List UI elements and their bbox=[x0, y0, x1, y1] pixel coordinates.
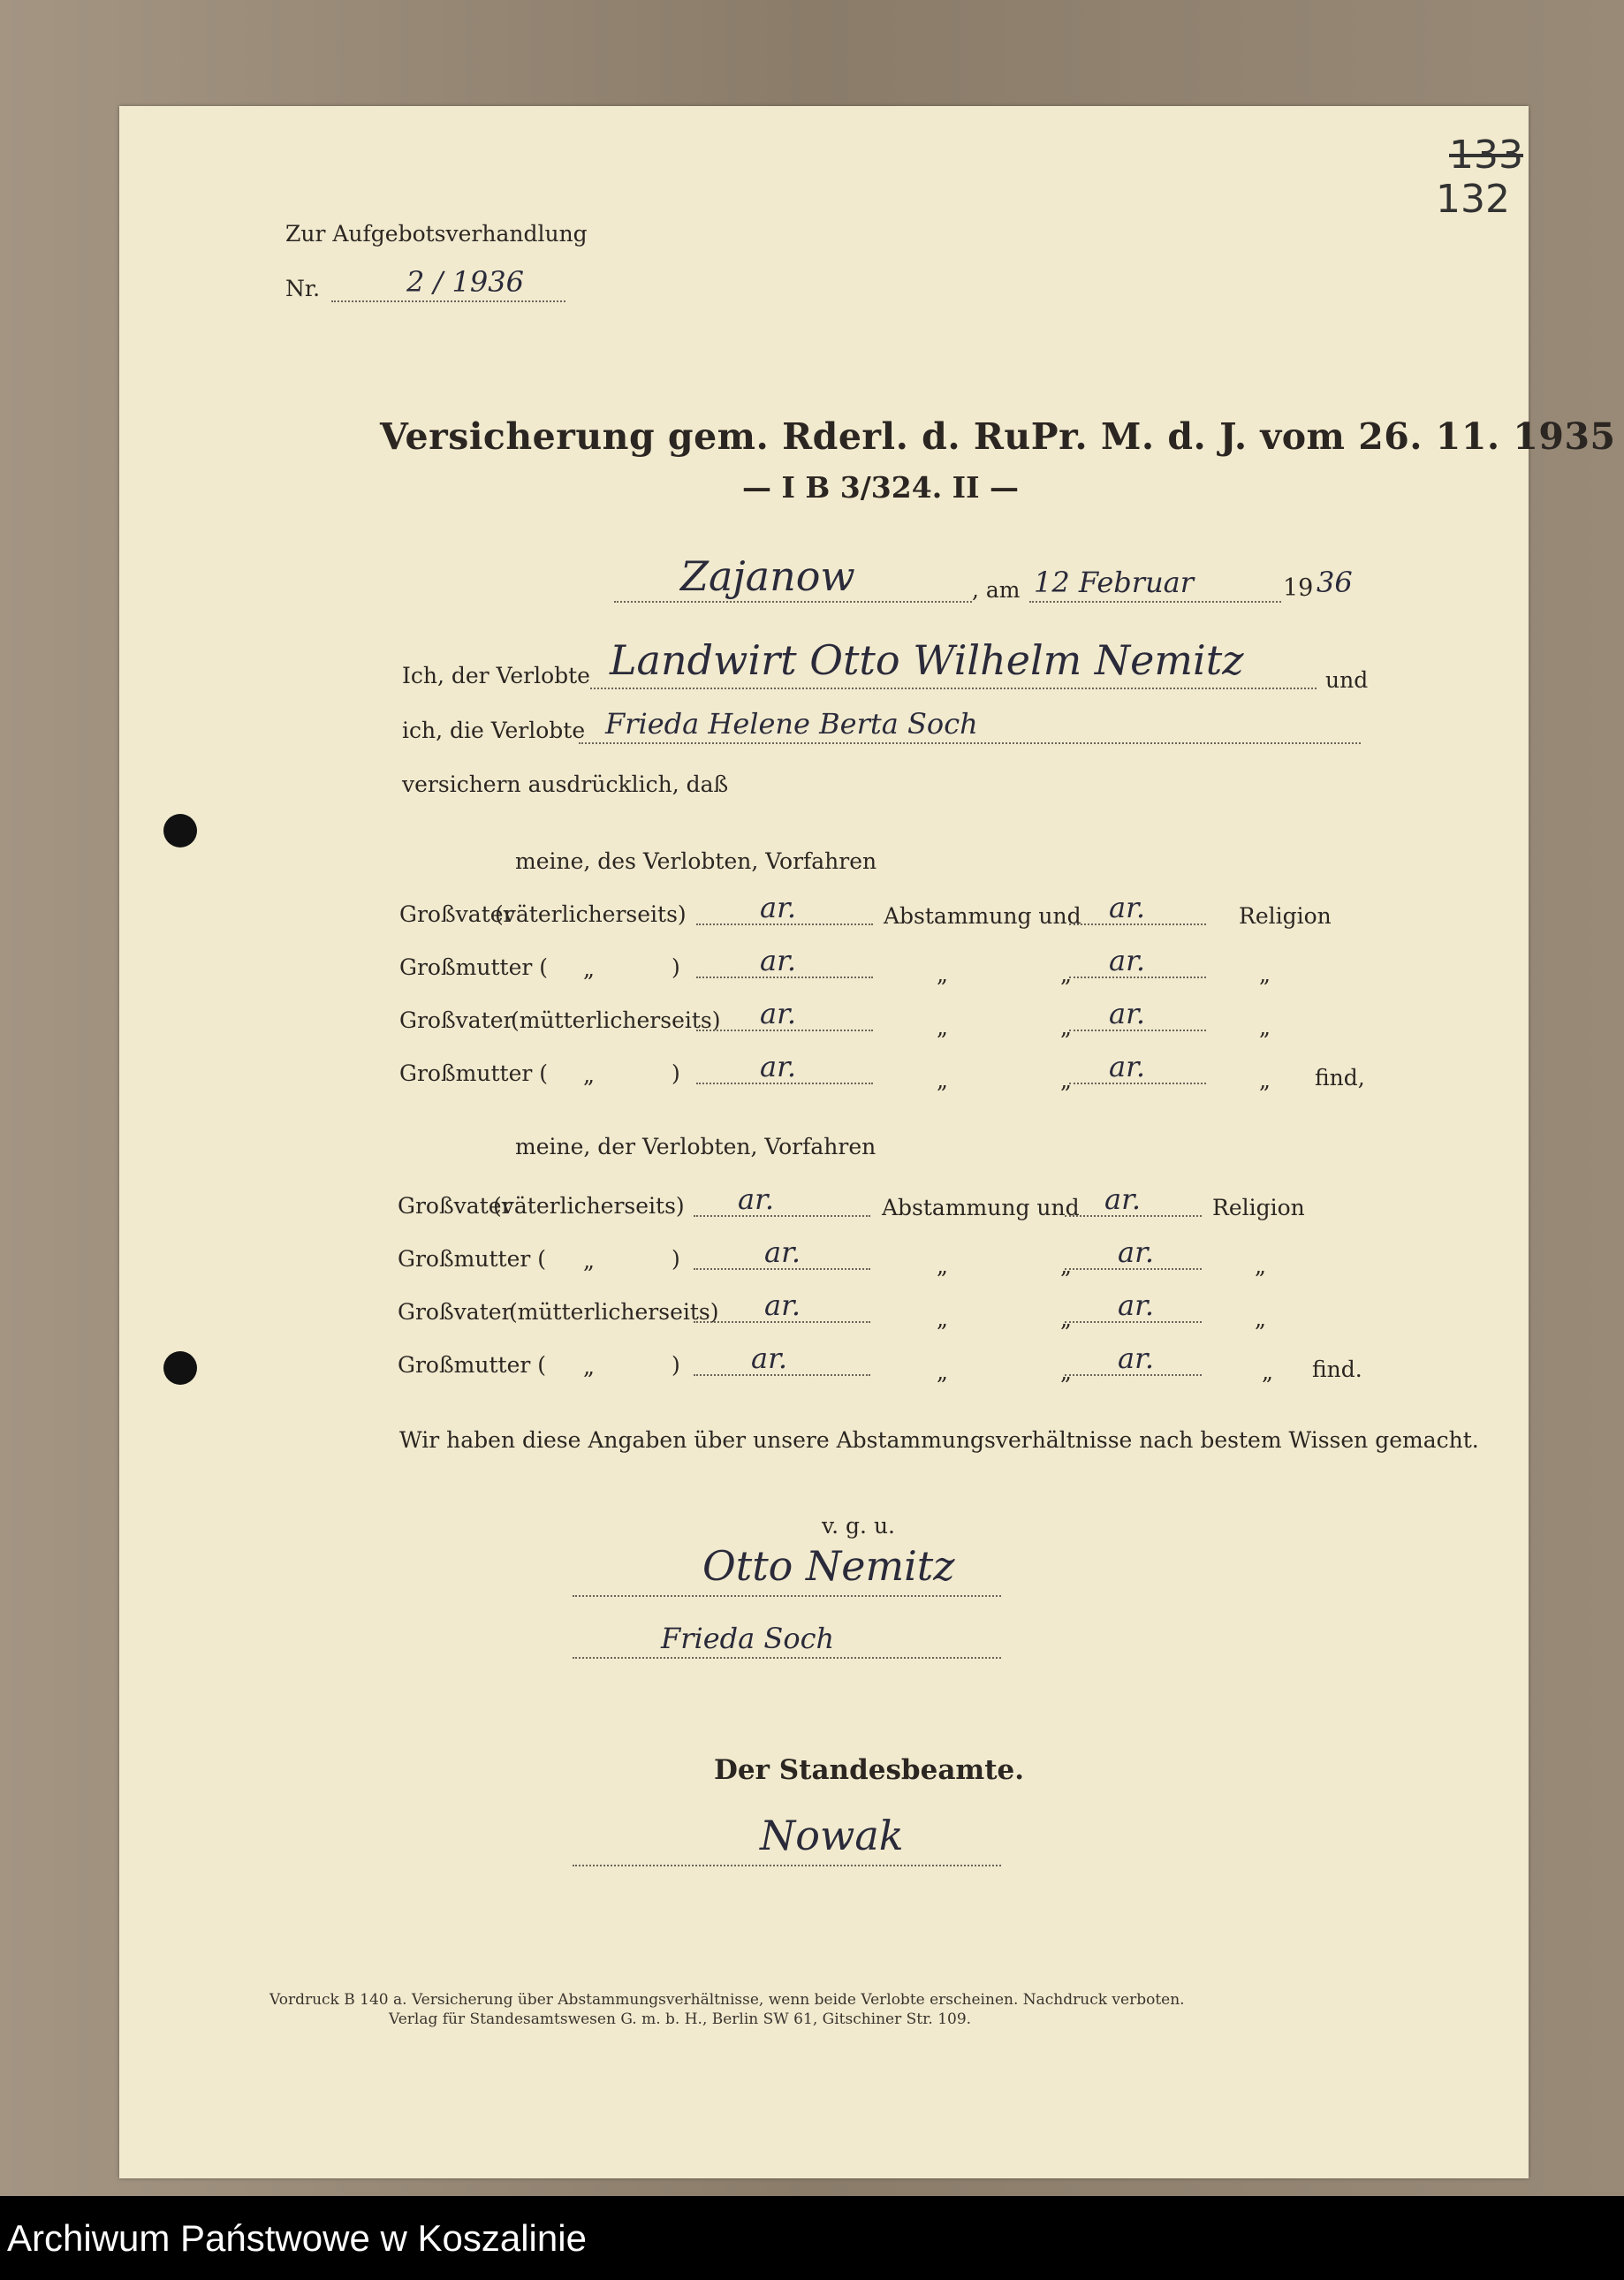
s1-r4-close: ) bbox=[672, 1060, 680, 1086]
s2-r2-mid: „ bbox=[937, 1253, 948, 1279]
page-number: 132 bbox=[1436, 177, 1510, 222]
s2-r4-mid2: „ bbox=[1060, 1359, 1072, 1385]
section2-heading: meine, der Verlobten, Vorfahren bbox=[515, 1134, 877, 1159]
s2-r1-mid: Abstammung und bbox=[882, 1195, 1080, 1220]
s1-r1-v1: ar. bbox=[760, 891, 797, 924]
s1-r2-v1: ar. bbox=[760, 944, 797, 977]
registrar-label: Der Standesbeamte. bbox=[714, 1754, 1025, 1786]
bride-signature: Frieda Soch bbox=[661, 1622, 835, 1655]
header-label: Zur Aufgebotsverhandlung bbox=[285, 221, 588, 247]
statement-text: Wir haben diese Angaben über unsere Abstammungsverhältnisse nach bestem Wissen gemacht. bbox=[399, 1427, 1479, 1453]
s1-r4-v1: ar. bbox=[760, 1050, 797, 1083]
s1-r2-paren: „ bbox=[583, 956, 595, 982]
s1-r4-paren: „ bbox=[583, 1062, 595, 1088]
groom-signature-line bbox=[573, 1595, 1001, 1597]
archive-caption: Archiwum Państwowe w Koszalinie bbox=[7, 2217, 587, 2259]
s2-r2-v1: ar. bbox=[764, 1235, 801, 1269]
s2-r3-paren: (mütterlicherseits) bbox=[509, 1299, 719, 1325]
s1-r2-v2: ar. bbox=[1109, 944, 1146, 977]
s1-r1-end: Religion bbox=[1239, 903, 1332, 929]
imprint-line1: Vordruck B 140 a. Versicherung über Abstammungsverhältnisse, wenn beide Verlobte erscheinen. Nachdruck verboten. bbox=[269, 1991, 1185, 2009]
s2-r4-v2: ar. bbox=[1118, 1341, 1155, 1375]
fiance-label: Ich, der Verlobte bbox=[402, 663, 590, 688]
s2-r1-end: Religion bbox=[1212, 1195, 1305, 1220]
s1-r4-label: Großmutter ( bbox=[399, 1060, 549, 1086]
imprint-line2: Verlag für Standesamtswesen G. m. b. H., Berlin SW 61, Gitschiner Str. 109. bbox=[389, 2010, 972, 2028]
s1-r3-mid: „ bbox=[937, 1015, 948, 1040]
s2-r2-close: ) bbox=[672, 1246, 680, 1272]
s1-r2-close: ) bbox=[672, 954, 680, 980]
section1-heading: meine, des Verlobten, Vorfahren bbox=[515, 848, 877, 874]
s2-r3-v2: ar. bbox=[1118, 1288, 1155, 1322]
s2-r1-paren: (väterlicherseits) bbox=[493, 1193, 685, 1219]
s2-r2-end: „ bbox=[1255, 1253, 1266, 1279]
place-line bbox=[614, 601, 972, 603]
s2-r4-tail: find. bbox=[1312, 1357, 1362, 1382]
s2-r4-close: ) bbox=[672, 1352, 680, 1378]
s1-r4-tail: find, bbox=[1315, 1065, 1365, 1091]
s2-r4-end: „ bbox=[1262, 1359, 1273, 1385]
s2-r3-end: „ bbox=[1255, 1306, 1266, 1332]
fiancee-line bbox=[579, 742, 1361, 744]
s1-r2-label: Großmutter ( bbox=[399, 954, 549, 980]
s1-r4-v2: ar. bbox=[1109, 1050, 1146, 1083]
s2-r2-mid2: „ bbox=[1060, 1253, 1072, 1279]
versichern-text: versichern ausdrücklich, daß bbox=[402, 771, 729, 797]
s1-r1-label: Großvater bbox=[399, 901, 514, 927]
s2-r3-v1: ar. bbox=[764, 1288, 801, 1322]
s1-r3-label: Großvater bbox=[399, 1007, 514, 1033]
s1-r1-v2: ar. bbox=[1109, 891, 1146, 924]
s2-r2-v2: ar. bbox=[1118, 1235, 1155, 1269]
fiance-suffix: und bbox=[1325, 667, 1369, 693]
punch-hole-bottom bbox=[163, 1351, 197, 1385]
s2-r3-mid2: „ bbox=[1060, 1306, 1072, 1332]
fiancee-label: ich, die Verlobte bbox=[402, 718, 586, 743]
s1-r3-v2: ar. bbox=[1109, 997, 1146, 1030]
registrar-signature: Nowak bbox=[760, 1812, 904, 1859]
s2-r1-v1: ar. bbox=[738, 1182, 775, 1216]
year-value: 36 bbox=[1317, 566, 1353, 599]
punch-hole-top bbox=[163, 814, 197, 847]
s2-r4-mid: „ bbox=[937, 1359, 948, 1385]
s1-r3-paren: (mütterlicherseits) bbox=[511, 1007, 721, 1033]
nr-label: Nr. bbox=[285, 276, 321, 301]
groom-signature: Otto Nemitz bbox=[702, 1542, 955, 1590]
document-subtitle: — I B 3/324. II — bbox=[742, 470, 1020, 505]
s2-r4-paren: „ bbox=[583, 1354, 595, 1379]
archive-caption-bar bbox=[0, 2196, 1624, 2280]
nr-line bbox=[331, 300, 565, 302]
vgu-text: v. g. u. bbox=[822, 1513, 895, 1539]
s1-r3-v1: ar. bbox=[760, 997, 797, 1030]
s1-r2-mid: „ bbox=[937, 961, 948, 987]
s1-r1-paren: (väterlicherseits) bbox=[495, 901, 687, 927]
s2-r2-label: Großmutter ( bbox=[398, 1246, 547, 1272]
s2-r1-line1 bbox=[694, 1215, 870, 1217]
s1-r2-mid2: „ bbox=[1060, 961, 1072, 987]
am-label: , am bbox=[972, 577, 1021, 603]
date-line bbox=[1029, 601, 1281, 603]
s1-r4-mid: „ bbox=[937, 1068, 948, 1093]
s2-r3-label: Großvater bbox=[398, 1299, 512, 1325]
fiance-name: Landwirt Otto Wilhelm Nemitz bbox=[610, 636, 1244, 684]
date-value: 12 Februar bbox=[1034, 566, 1195, 599]
s2-r4-v1: ar. bbox=[751, 1341, 788, 1375]
document-title: Versicherung gem. Rderl. d. RuPr. M. d. J. vom 26. 11. 1935 bbox=[380, 415, 1616, 458]
bride-signature-line bbox=[573, 1657, 1001, 1659]
s1-r3-end: „ bbox=[1259, 1015, 1271, 1040]
s2-r3-mid: „ bbox=[937, 1306, 948, 1332]
s2-r1-label: Großvater bbox=[398, 1193, 512, 1219]
year-prefix: 19 bbox=[1283, 574, 1314, 602]
page-number-struck: 133 bbox=[1449, 133, 1523, 178]
s1-r4-mid2: „ bbox=[1060, 1068, 1072, 1093]
s2-r2-paren: „ bbox=[583, 1248, 595, 1273]
fiancee-name: Frieda Helene Berta Soch bbox=[605, 707, 978, 741]
registrar-signature-line bbox=[573, 1865, 1001, 1866]
s1-r1-mid: Abstammung und bbox=[884, 903, 1081, 929]
s1-r4-end: „ bbox=[1259, 1068, 1271, 1093]
s1-r2-end: „ bbox=[1259, 961, 1271, 987]
place-value: Zajanow bbox=[680, 552, 855, 600]
s1-r3-mid2: „ bbox=[1060, 1015, 1072, 1040]
fiance-line bbox=[590, 688, 1317, 689]
s2-r4-label: Großmutter ( bbox=[398, 1352, 547, 1378]
s2-r1-v2: ar. bbox=[1104, 1182, 1142, 1216]
nr-value: 2 / 1936 bbox=[406, 265, 524, 299]
